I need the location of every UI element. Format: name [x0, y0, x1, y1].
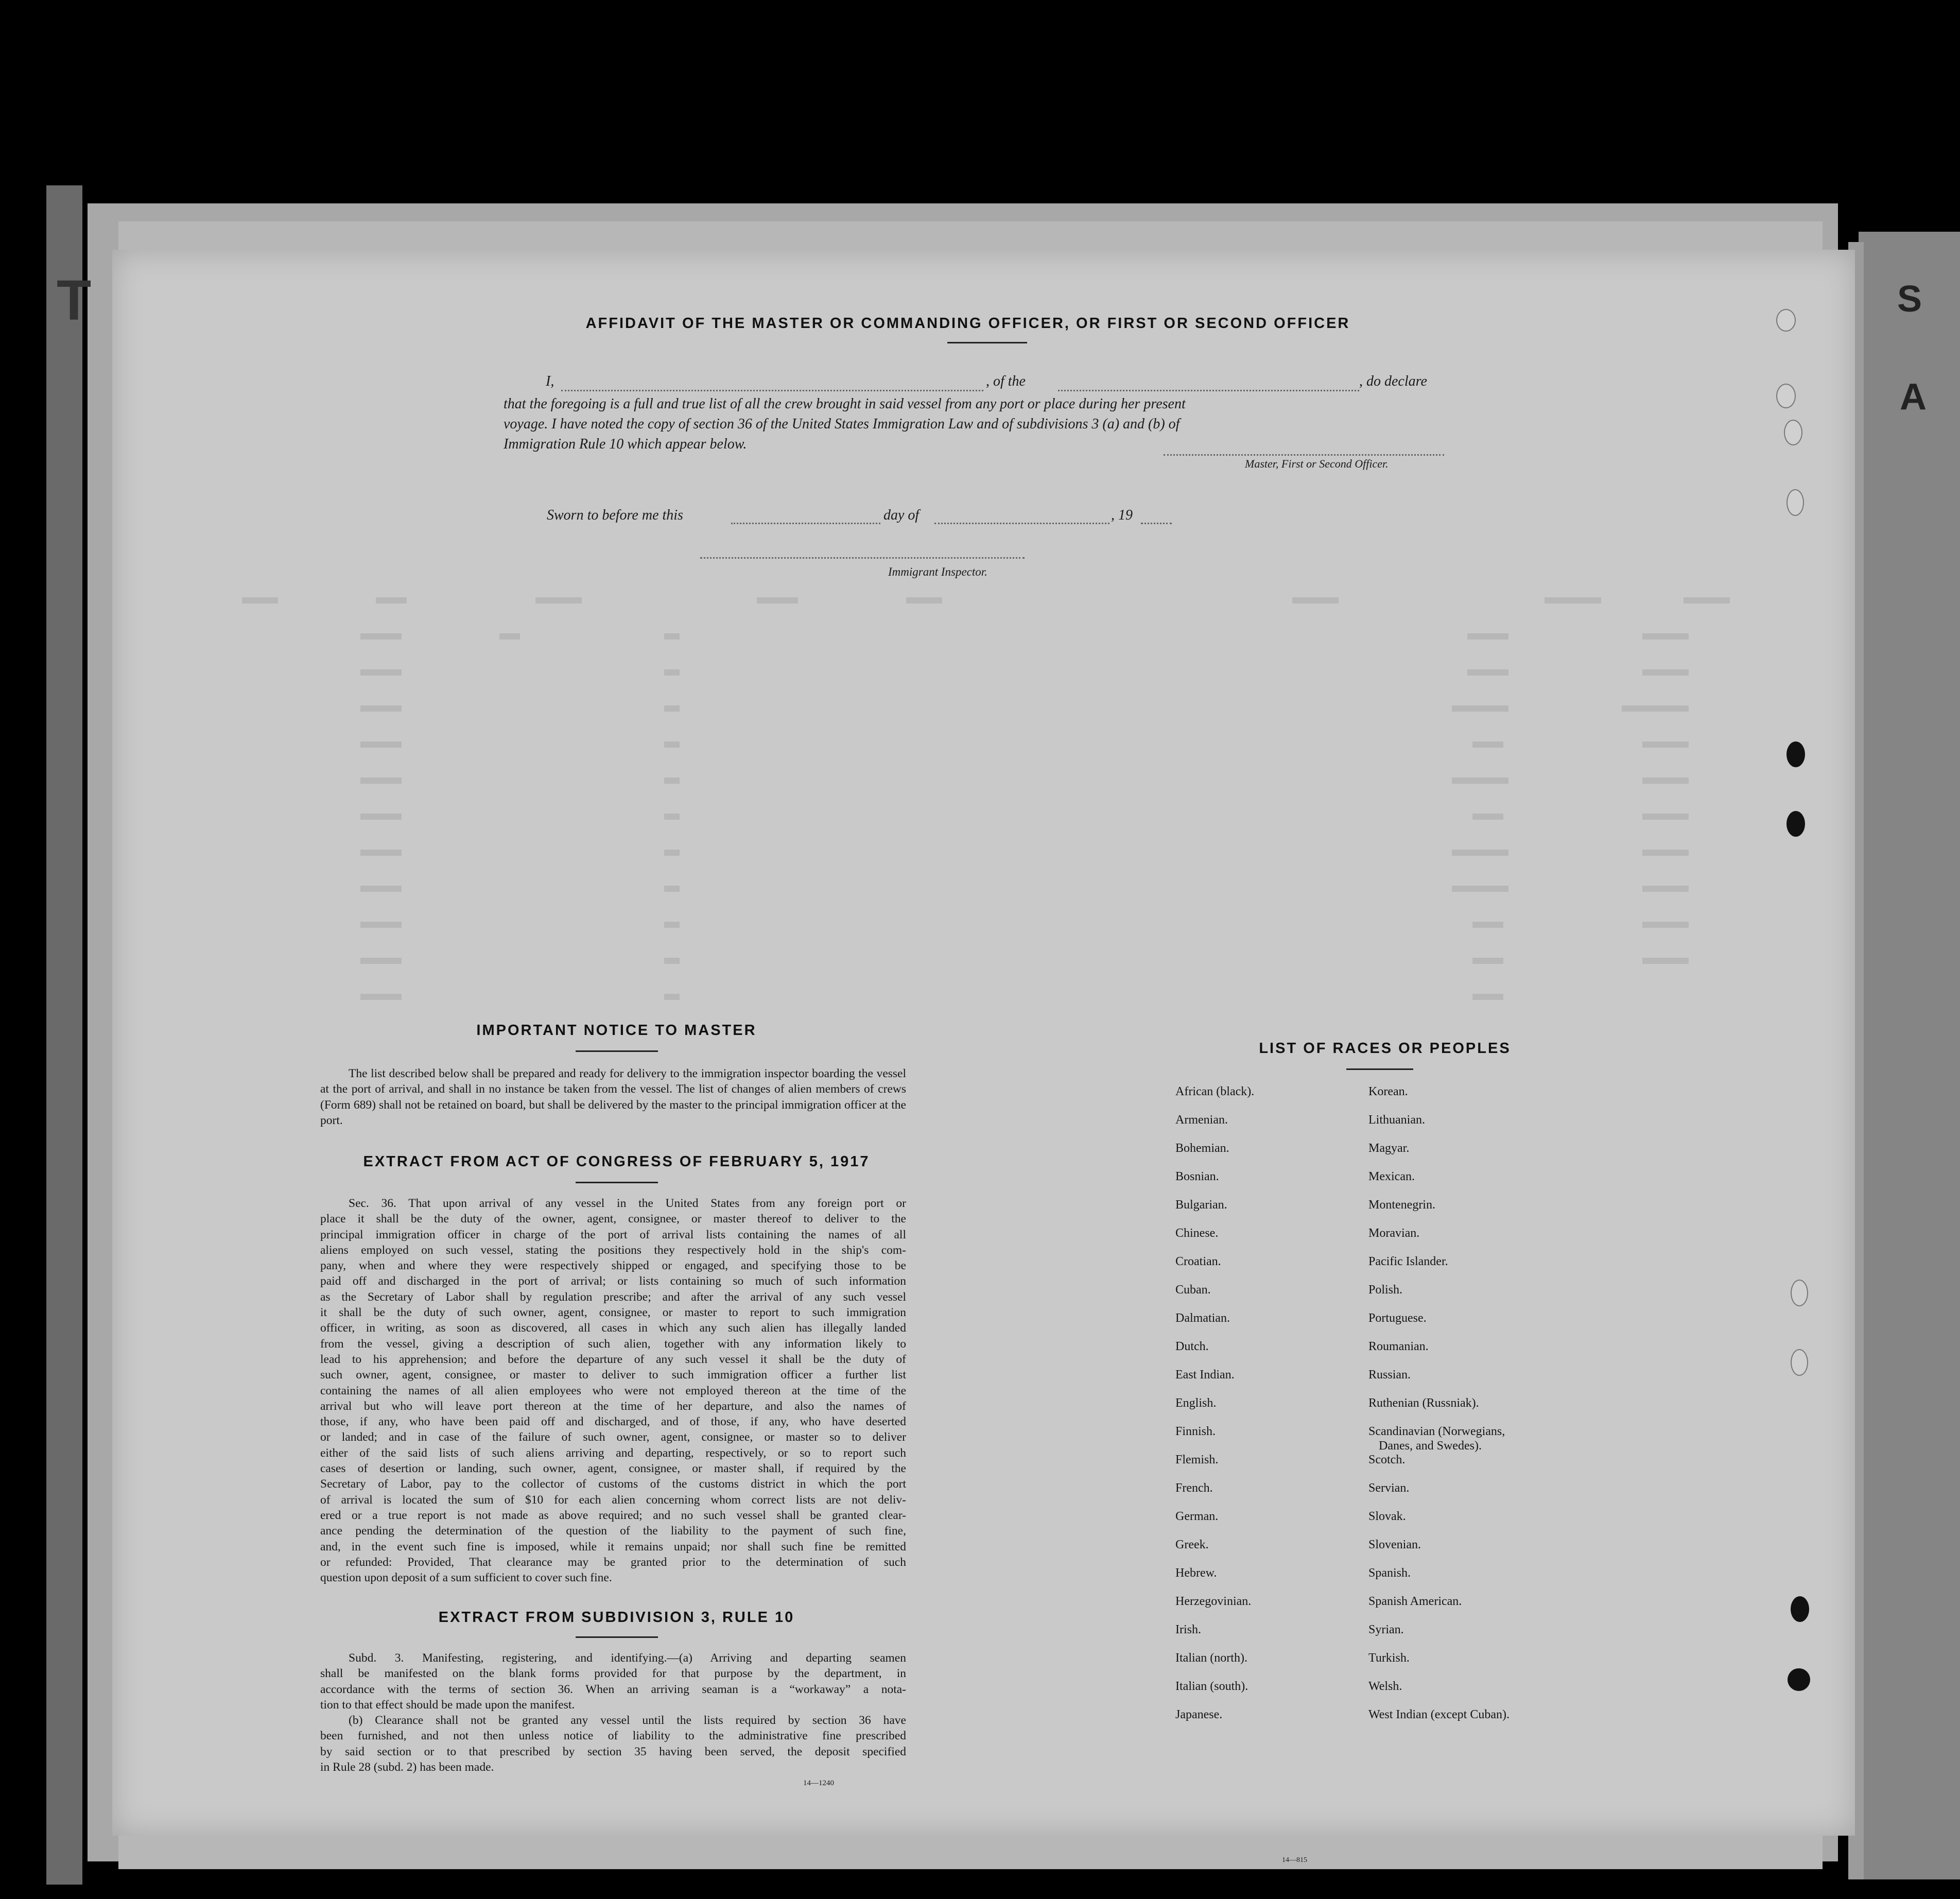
inspector-signature-line	[700, 557, 1025, 559]
name-blank	[561, 390, 983, 391]
text-line: pany, when and where they were respectively shipped or engaged, and specifying those to be	[320, 1259, 906, 1273]
race-item: Spanish.	[1368, 1566, 1411, 1580]
affidavit-line-2: that the foregoing is a full and true list of all the crew brought in said vessel from any port or place during her present	[504, 396, 1186, 412]
race-item: Syrian.	[1368, 1623, 1404, 1636]
race-item: Roumanian.	[1368, 1340, 1429, 1353]
race-item: Flemish.	[1175, 1453, 1219, 1466]
sworn-day-blank	[731, 523, 880, 524]
race-item: Bulgarian.	[1175, 1198, 1227, 1212]
text-line: paid off and discharged in the port of arrival; or lists containing so much of such information	[320, 1274, 906, 1288]
text-line: (b) Clearance shall not be granted any vessel until the lists required by section 36 have	[349, 1714, 906, 1728]
race-item: Polish.	[1368, 1283, 1403, 1297]
race-item: Armenian.	[1175, 1113, 1228, 1127]
affidavit-title-rule	[947, 342, 1027, 343]
extract-act-title: EXTRACT FROM ACT OF CONGRESS OF FEBRUARY 5, 1917	[363, 1153, 870, 1170]
inspector-label: Immigrant Inspector.	[888, 565, 987, 578]
race-item-continued: Danes, and Swedes).	[1379, 1439, 1482, 1453]
affidavit-line-4: Immigration Rule 10 which appear below.	[504, 436, 747, 452]
text-line: ance pending the determination of the question of the liability to the payment of such fine,	[320, 1524, 906, 1538]
extract-act-body	[320, 1196, 906, 1585]
text-line: such owner, agent, consignee, or master to deliver to such immigration officer a further list	[320, 1368, 906, 1382]
race-item: Japanese.	[1175, 1708, 1223, 1721]
race-item: French.	[1175, 1481, 1213, 1495]
race-item: Lithuanian.	[1368, 1113, 1425, 1127]
race-item: Montenegrin.	[1368, 1198, 1435, 1212]
races-title-rule	[1346, 1068, 1413, 1070]
extract-act-title-rule	[576, 1182, 658, 1183]
sworn-year-blank	[1141, 523, 1172, 524]
sworn-day-of: day of	[883, 507, 920, 523]
affidavit-do-declare: , do declare	[1359, 373, 1427, 389]
race-item: Italian (north).	[1175, 1651, 1247, 1665]
text-line: been furnished, and not then unless notice of liability to the administrative fine prescribed	[320, 1729, 906, 1743]
text-line: from the vessel, giving a description of such alien, together with any information likely to	[320, 1337, 906, 1351]
text-line: either of the said lists of such aliens arriving and departing, respectively, or so to report such	[320, 1446, 906, 1460]
affidavit-line-3: voyage. I have noted the copy of section 36 of the United States Immigration Law and of subdivisions 3 (a) and (b) of	[504, 416, 1180, 432]
race-item: Scandinavian (Norwegians,	[1368, 1425, 1505, 1438]
race-item: Spanish American.	[1368, 1595, 1462, 1608]
race-item: Slovenian.	[1368, 1538, 1421, 1551]
left-tab-letter: T	[57, 269, 92, 332]
underlying-sheet-left	[46, 185, 82, 1885]
race-item: Ruthenian (Russniak).	[1368, 1396, 1479, 1410]
binder-hole	[1791, 1349, 1808, 1376]
extract-rule-title: EXTRACT FROM SUBDIVISION 3, RULE 10	[438, 1609, 795, 1626]
races-left-column	[1175, 1085, 1254, 1736]
text-line: tion to that effect should be made upon the manifest.	[320, 1698, 575, 1712]
text-line: place it shall be the duty of the owner, agent, consignee, or master thereof to deliver to the	[320, 1212, 906, 1226]
text-line: or refunded: Provided, That clearance may be granted prior to the determination of such	[320, 1555, 906, 1569]
text-line: Subd. 3. Manifesting, registering, and identifying.—(a) Arriving and departing seamen	[349, 1651, 906, 1665]
race-item: Dalmatian.	[1175, 1311, 1230, 1325]
race-item: Pacific Islander.	[1368, 1255, 1448, 1268]
text-line: lead to his apprehension; and before the departure of any such vessel it shall be the duty of	[320, 1352, 906, 1366]
race-item: Finnish.	[1175, 1425, 1216, 1438]
race-item: Servian.	[1368, 1481, 1410, 1495]
race-item: Croatian.	[1175, 1255, 1221, 1268]
race-item: African (black).	[1175, 1085, 1255, 1098]
race-item: Turkish.	[1368, 1651, 1410, 1665]
race-item: Dutch.	[1175, 1340, 1209, 1353]
text-line: of arrival is located the sum of $10 for each alien concerning whom correct lists are not deliv-	[320, 1493, 906, 1507]
race-item: Moravian.	[1368, 1227, 1420, 1240]
race-item: East Indian.	[1175, 1368, 1235, 1382]
text-line: those, if any, who have been paid off and discharged, and of those, if any, who have deserted	[320, 1415, 906, 1429]
race-item: Bohemian.	[1175, 1142, 1229, 1155]
race-item: Herzegovinian.	[1175, 1595, 1252, 1608]
binder-hole	[1788, 1668, 1810, 1691]
affidavit-i: I,	[546, 373, 554, 389]
bleed-through-texture	[134, 582, 1781, 1056]
race-item: Bosnian.	[1175, 1170, 1219, 1183]
text-line: and, in the event such fine is imposed, while it remains unpaid; nor shall such fine be remitted	[320, 1540, 906, 1553]
right-tab-letter-2: A	[1900, 376, 1927, 418]
text-line: it shall be the duty of such owner, agent, consignee, or master to report to such immigration	[320, 1306, 906, 1320]
text-line: containing the names of all alien employees who were not employed thereon at the time of the	[320, 1384, 906, 1397]
race-item: Welsh.	[1368, 1680, 1402, 1693]
race-item: Slovak.	[1368, 1510, 1406, 1523]
race-item: Chinese.	[1175, 1227, 1219, 1240]
race-item: Cuban.	[1175, 1283, 1211, 1297]
race-item: English.	[1175, 1396, 1217, 1410]
extract-rule-body	[320, 1650, 906, 1775]
sworn-prefix: Sworn to before me this	[547, 507, 683, 523]
binder-hole	[1776, 309, 1796, 332]
race-item: West Indian (except Cuban).	[1368, 1708, 1510, 1721]
text-line: Sec. 36. That upon arrival of any vessel in the United States from any foreign port or	[349, 1197, 906, 1210]
sworn-month-blank	[934, 523, 1109, 524]
extract-rule-title-rule	[576, 1636, 658, 1638]
race-item: Hebrew.	[1175, 1566, 1217, 1580]
binder-hole	[1786, 741, 1805, 767]
footer-number: 14—815	[1282, 1856, 1307, 1864]
text-line: by said section or to that prescribed by section 35 having been served, the deposit specified	[320, 1745, 906, 1758]
races-right-column	[1368, 1085, 1510, 1736]
signature-line	[1164, 454, 1444, 456]
text-line: question upon deposit of a sum sufficient to cover such fine.	[320, 1571, 612, 1585]
text-line: cases of desertion or landing, such owner, agent, consignee, or master shall, if required by the	[320, 1462, 906, 1476]
race-item: Greek.	[1175, 1538, 1209, 1551]
right-tab-letter: S	[1897, 279, 1922, 320]
text-line: accordance with the terms of section 36. When an arriving seaman is a “workaway” a nota-	[320, 1682, 906, 1696]
text-line: principal immigration officer in charge of the port of arrival lists containing the names of all	[320, 1228, 906, 1241]
text-line: as the Secretary of Labor shall by regulation prescribe; and after the arrival of any such vessel	[320, 1290, 906, 1304]
vessel-blank	[1058, 390, 1359, 391]
race-item: Mexican.	[1368, 1170, 1415, 1183]
race-item: Portuguese.	[1368, 1311, 1427, 1325]
binder-hole	[1791, 1596, 1809, 1622]
signature-label: Master, First or Second Officer.	[1245, 457, 1389, 470]
binder-hole	[1786, 489, 1804, 516]
race-item: German.	[1175, 1510, 1219, 1523]
race-item: Italian (south).	[1175, 1680, 1248, 1693]
race-item: Magyar.	[1368, 1142, 1410, 1155]
race-item: Russian.	[1368, 1368, 1411, 1382]
race-item: Irish.	[1175, 1623, 1201, 1636]
race-item: Scotch.	[1368, 1453, 1406, 1466]
text-line: or landed; and in case of the failure of such owner, agent, consignee, or master so to deliver	[320, 1430, 906, 1444]
binder-hole	[1791, 1280, 1808, 1306]
race-item: Korean.	[1368, 1085, 1408, 1098]
text-line: in Rule 28 (subd. 2) has been made.	[320, 1760, 494, 1774]
notice-title-rule	[576, 1050, 658, 1052]
binder-hole	[1786, 811, 1805, 837]
binder-hole	[1784, 420, 1802, 445]
notice-text: The list described below shall be prepared and ready for delivery to the immigration inspector boarding the vessel at the port of arrival, and shall in no instance be taken from the vessel. The list of changes of alien members of crews (Form 689) shall not be retained on board, but shall be delivered by the master to the principal immigration officer at the port.	[320, 1067, 906, 1127]
text-line: arrival but who will leave port thereon at the time of her departure, and also the names of	[320, 1399, 906, 1413]
text-line: officer, in writing, as soon as discovered, all cases in which any such alien has illegally landed	[320, 1321, 906, 1335]
text-line: Secretary of Labor, pay to the collector of customs of the customs district in which the port	[320, 1477, 906, 1491]
form-number: 14—1240	[803, 1779, 834, 1787]
binder-hole	[1776, 384, 1796, 408]
underlying-sheet-right	[1859, 232, 1960, 1879]
affidavit-title: AFFIDAVIT OF THE MASTER OR COMMANDING OFFICER, OR FIRST OR SECOND OFFICER	[585, 315, 1350, 332]
races-title: LIST OF RACES OR PEOPLES	[1259, 1040, 1511, 1057]
affidavit-of-the: , of the	[986, 373, 1026, 389]
text-line: aliens employed on such vessel, stating the positions they respectively hold in the ship's com-	[320, 1243, 906, 1257]
text-line: shall be manifested on the blank forms provided for that purpose by the department, in	[320, 1667, 906, 1681]
sworn-year: , 19	[1111, 507, 1133, 523]
notice-title: IMPORTANT NOTICE TO MASTER	[476, 1022, 757, 1039]
text-line: ered or a true report is not made as above required; and no such vessel shall be granted clear-	[320, 1508, 906, 1522]
